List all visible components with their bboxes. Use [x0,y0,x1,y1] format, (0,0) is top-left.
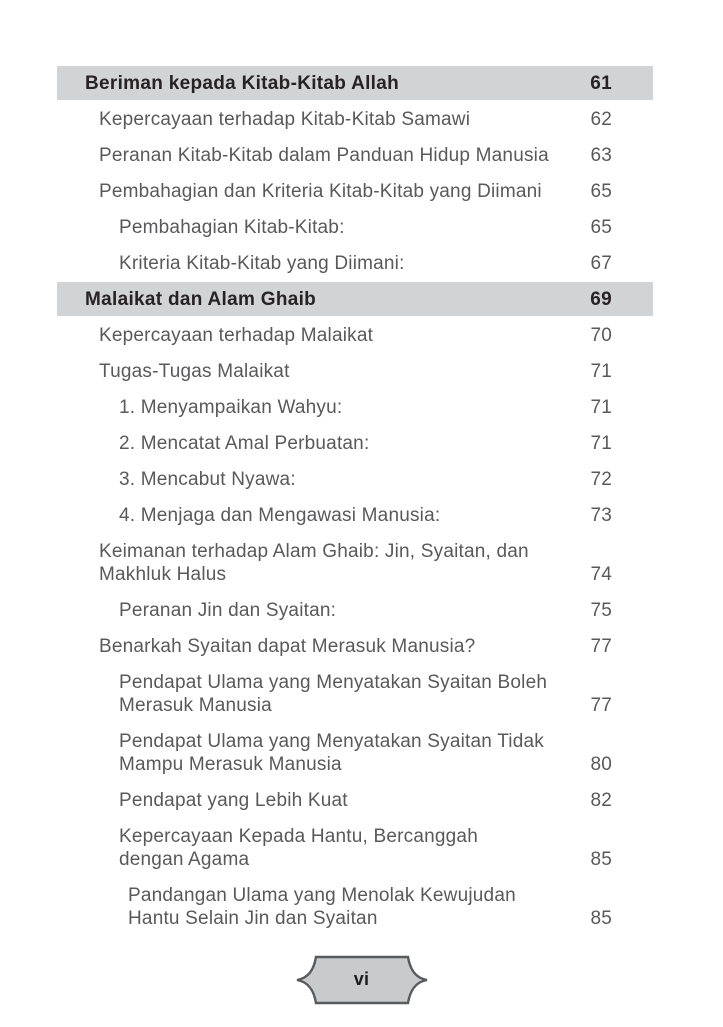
toc-entry [57,635,653,658]
toc-entry-title [57,144,578,167]
toc-title-line: Benarkah Syaitan dapat Merasuk Manusia? [99,636,476,657]
toc-title-line: Peranan Kitab-Kitab dalam Panduan Hidup Manusia [99,145,549,166]
toc-entry-title [57,108,578,131]
toc-entry-title [57,72,578,95]
toc-entry-title [57,396,578,419]
toc-title-line: Mampu Merasuk Manusia [119,754,342,775]
toc-title-line: Tugas-Tugas Malaikat [99,361,290,382]
toc-page-number: 70 [590,325,612,346]
toc-page-number: 72 [590,469,612,490]
toc-entry [57,432,653,455]
toc-entry [57,884,653,930]
toc-title-line: Malaikat dan Alam Ghaib [85,288,317,310]
toc-entry [57,468,653,491]
toc-title-line: Kepercayaan terhadap Malaikat [99,325,374,346]
toc-entry-title [57,180,578,203]
toc-title-line: Pembahagian dan Kriteria Kitab-Kitab yang Diimani [99,181,542,202]
page-number: vi [353,968,370,989]
toc-entry-title [57,730,578,776]
toc-title-line: Makhluk Halus [99,564,227,585]
toc-title-line: Pembahagian Kitab-Kitab: [119,217,345,238]
toc-title-line: dengan Agama [119,849,250,870]
toc-entry [57,599,653,622]
toc-entry [57,504,653,527]
toc-page-number: 71 [590,397,612,418]
toc-page-number: 77 [590,636,612,657]
toc-entry-title [57,635,578,658]
toc-page-number: 71 [590,433,612,454]
page-footer [0,952,723,1008]
toc-section-header [57,282,653,316]
page-number-ribbon [294,952,430,1008]
toc-entry [57,396,653,419]
toc-title-line: Merasuk Manusia [119,695,272,716]
toc-entry-title [57,671,578,717]
toc-entry [57,540,653,586]
toc-entry [57,180,653,203]
toc-page-number: 67 [590,253,612,274]
toc-entry-title [57,599,578,622]
toc-page-number: 77 [590,695,612,716]
toc-title-line: Peranan Jin dan Syaitan: [119,600,337,621]
toc-page-number: 69 [590,288,612,310]
toc-page-number: 75 [590,600,612,621]
toc-page-number: 65 [590,217,612,238]
toc-title-line: Pendapat yang Lebih Kuat [119,790,348,811]
toc-entry-title [57,468,578,491]
toc-page-number: 65 [590,181,612,202]
toc-page-number: 73 [590,505,612,526]
table-of-contents [57,66,653,930]
toc-entry-title [57,432,578,455]
toc-entry-title [57,504,578,527]
toc-entry-title [57,884,578,930]
toc-title-line: Pendapat Ulama yang Menyatakan Syaitan Tidak [119,731,544,752]
toc-entry-title [57,324,578,347]
toc-entry-title [57,288,578,311]
toc-entry [57,144,653,167]
toc-page-number: 62 [590,109,612,130]
toc-title-line: Pendapat Ulama yang Menyatakan Syaitan Boleh [119,672,548,693]
toc-entry [57,108,653,131]
toc-title-line: Hantu Selain Jin dan Syaitan [128,908,378,929]
toc-entry [57,671,653,717]
toc-title-line: Kepercayaan terhadap Kitab-Kitab Samawi [99,109,471,130]
toc-entry [57,360,653,383]
toc-page-number: 85 [590,849,612,870]
toc-title-line: 3. Mencabut Nyawa: [119,469,296,490]
toc-entry-title [57,252,578,275]
toc-title-line: Kepercayaan Kepada Hantu, Bercanggah [119,826,478,847]
toc-page-number: 85 [590,908,612,929]
toc-page-number: 74 [590,564,612,585]
toc-page-number: 61 [590,72,612,94]
toc-entry [57,730,653,776]
toc-page-number: 82 [590,790,612,811]
toc-entry-title [57,216,578,239]
toc-entry [57,324,653,347]
toc-title-line: 4. Menjaga dan Mengawasi Manusia: [119,505,441,526]
toc-entry-title [57,825,578,871]
toc-entry [57,252,653,275]
toc-page-number: 71 [590,361,612,382]
toc-entry-title [57,540,578,586]
toc-page-number: 80 [590,754,612,775]
toc-title-line: Beriman kepada Kitab-Kitab Allah [85,72,400,94]
toc-entry [57,825,653,871]
toc-section-header [57,66,653,100]
toc-title-line: 2. Mencatat Amal Perbuatan: [119,433,370,454]
toc-entry-title [57,789,578,812]
toc-entry-title [57,360,578,383]
toc-title-line: Kriteria Kitab-Kitab yang Diimani: [119,253,405,274]
toc-entry [57,216,653,239]
toc-page-number: 63 [590,145,612,166]
toc-title-line: 1. Menyampaikan Wahyu: [119,397,343,418]
toc-title-line: Pandangan Ulama yang Menolak Kewujudan [128,885,516,906]
toc-entry [57,789,653,812]
toc-title-line: Keimanan terhadap Alam Ghaib: Jin, Syaitan, dan [99,541,529,562]
